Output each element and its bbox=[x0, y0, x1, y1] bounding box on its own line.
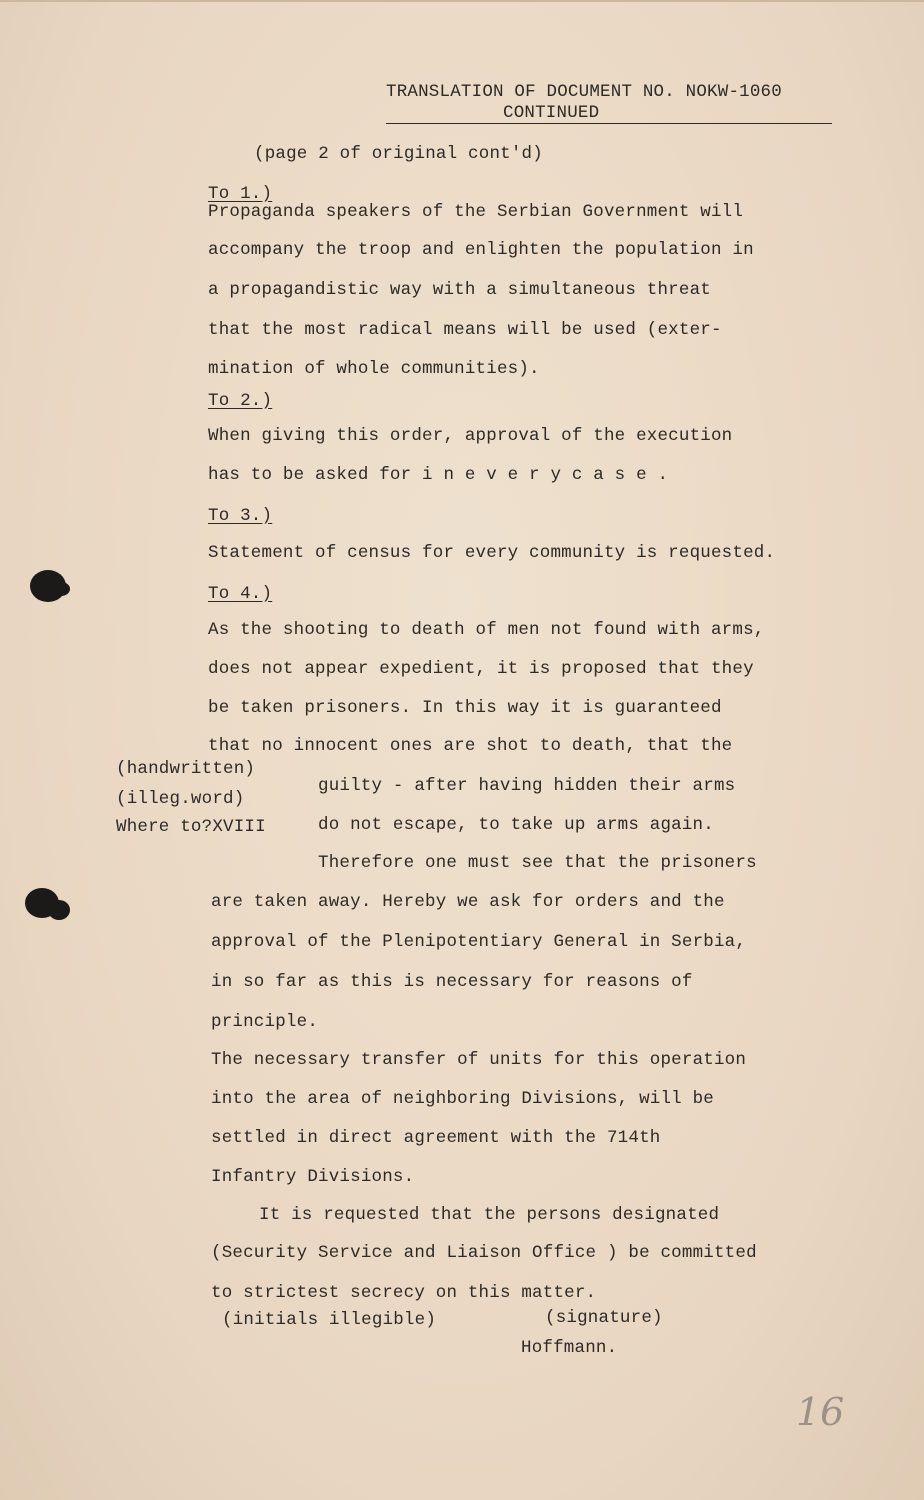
section-heading-to3: To 3.) bbox=[208, 506, 273, 526]
paragraph-line: Propaganda speakers of the Serbian Government will bbox=[208, 202, 744, 222]
paragraph-line: When giving this order, approval of the execution bbox=[208, 426, 733, 446]
margin-note: (illeg.word) bbox=[116, 789, 245, 809]
punch-hole bbox=[52, 582, 70, 596]
initials-note: (initials illegible) bbox=[222, 1310, 437, 1330]
paragraph-line: As the shooting to death of men not found with arms, bbox=[208, 620, 765, 640]
paragraph-line: approval of the Plenipotentiary General in Serbia, bbox=[211, 932, 747, 952]
paragraph-line: that no innocent ones are shot to death, that the bbox=[208, 736, 733, 756]
paragraph-line: mination of whole communities). bbox=[208, 359, 540, 379]
paragraph-line: (Security Service and Liaison Office ) be committed bbox=[211, 1243, 757, 1263]
signatory-name: Hoffmann. bbox=[521, 1338, 618, 1358]
margin-note: Where to?XVIII bbox=[116, 817, 266, 837]
paragraph-line: in so far as this is necessary for reasons of bbox=[211, 972, 693, 992]
signature-note: (signature) bbox=[545, 1308, 663, 1328]
folio-number: 16 bbox=[796, 1390, 845, 1434]
paragraph-line: Statement of census for every community is requested. bbox=[208, 543, 776, 563]
paragraph-line: Therefore one must see that the prisoners bbox=[318, 853, 757, 873]
paragraph-line: does not appear expedient, it is proposed that they bbox=[208, 659, 754, 679]
paragraph-line: accompany the troop and enlighten the population in bbox=[208, 240, 754, 260]
paragraph-line: into the area of neighboring Divisions, will be bbox=[211, 1089, 714, 1109]
paragraph-line: principle. bbox=[211, 1012, 319, 1032]
section-heading-to4: To 4.) bbox=[208, 584, 273, 604]
paragraph-line: settled in direct agreement with the 714th bbox=[211, 1128, 661, 1148]
paragraph-line: Infantry Divisions. bbox=[211, 1167, 415, 1187]
paragraph-line: a propagandistic way with a simultaneous threat bbox=[208, 280, 711, 300]
page-note: (page 2 of original cont'd) bbox=[254, 144, 543, 164]
punch-hole bbox=[48, 900, 70, 920]
paragraph-line: It is requested that the persons designated bbox=[259, 1205, 720, 1225]
paragraph-line: to strictest secrecy on this matter. bbox=[211, 1283, 597, 1303]
margin-note: (handwritten) bbox=[116, 759, 256, 779]
section-heading-to1: To 1.) bbox=[208, 184, 273, 204]
paragraph-line: are taken away. Hereby we ask for orders and the bbox=[211, 892, 725, 912]
paragraph-line: The necessary transfer of units for this operation bbox=[211, 1050, 747, 1070]
section-heading-to2: To 2.) bbox=[208, 391, 273, 411]
paragraph-line: has to be asked for i n e v e r y c a s e . bbox=[208, 465, 669, 485]
document-subtitle: CONTINUED bbox=[503, 103, 600, 123]
document-title: TRANSLATION OF DOCUMENT NO. NOKW-1060 bbox=[386, 82, 782, 102]
paragraph-line: guilty - after having hidden their arms bbox=[318, 776, 736, 796]
paragraph-line: that the most radical means will be used (exter- bbox=[208, 320, 722, 340]
paragraph-line: be taken prisoners. In this way it is guaranteed bbox=[208, 698, 722, 718]
paragraph-line: do not escape, to take up arms again. bbox=[318, 815, 714, 835]
header-rule bbox=[386, 123, 832, 124]
